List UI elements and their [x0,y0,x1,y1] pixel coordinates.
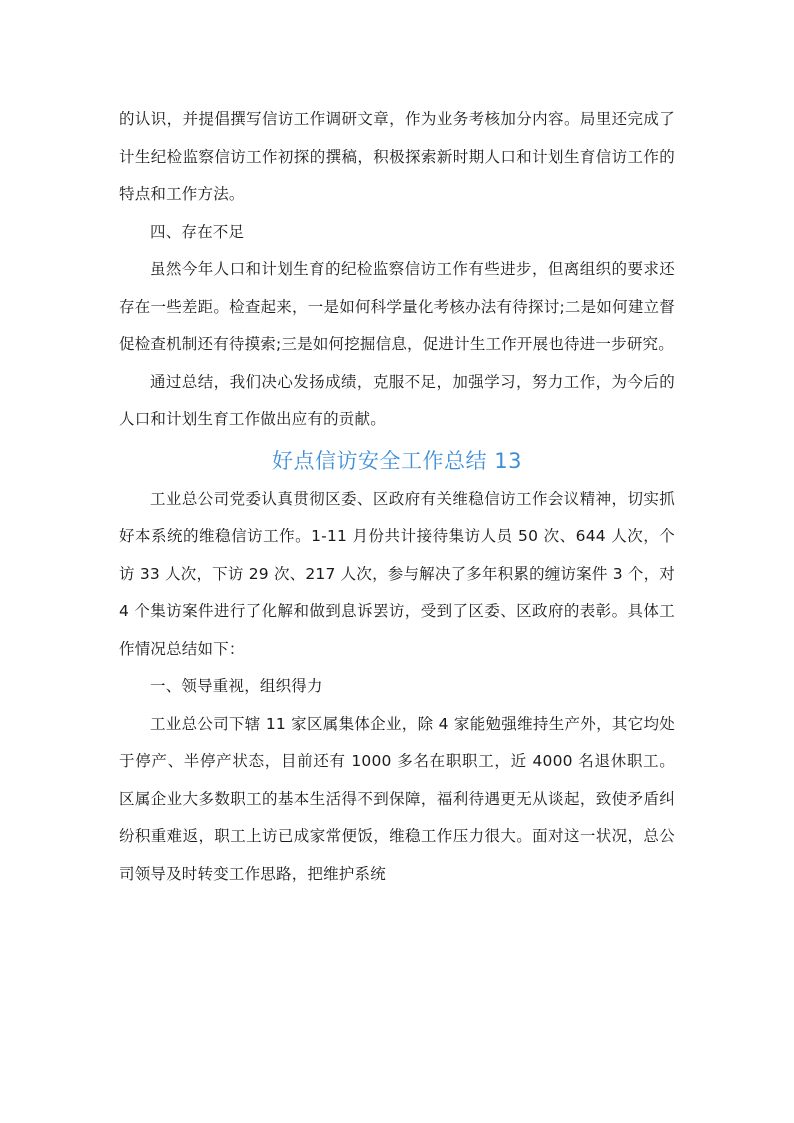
paragraph-continuation: 的认识，并提倡撰写信访工作调研文章，作为业务考核加分内容。局里还完成了计生纪检监察信访工作初探的撰稿，积极探索新时期人口和计划生育信访工作的特点和工作方法。 [119,110,675,203]
paragraph-shortcomings: 虽然今年人口和计划生育的纪检监察信访工作有些进步，但离组织的要求还存在一些差距。检查起来，一是如何科学量化考核办法有待探讨;二是如何建立督促检查机制还有待摸索;三是如何挖掘信息，促进计生工作开展也待进一步研究。 [119,260,675,353]
paragraph-intro: 工业总公司党委认真贯彻区委、区政府有关维稳信访工作会议精神，切实抓好本系统的维稳信访工作。1-11 月份共计接待集访人员 50 次、644 人次，个访 33 人次，下访 29 次、217 人次，参与解决了多年积累的缠访案件 3 个，对 4 个集访案件进行了化解和做到息诉罢访，受到了区委、区政府的表彰。具体工作情况总结如下： [119,489,675,658]
document-title: 好点信访安全工作总结 13 [272,448,522,473]
paragraph-leadership: 工业总公司下辖 11 家区属集体企业，除 4 家能勉强维持生产外，其它均处于停产、半停产状态，目前还有 1000 多名在职职工，近 4000 名退休职工。区属企业大多数职工的基本生活得不到保障，福利待遇更无从谈起，致使矛盾纠纷积重难返，职工上访已成家常便饭，维稳工作压力很大。面对这一状况，总公司领导及时转变工作思路，把维护系统 [119,714,675,883]
section-heading-leadership: 一、领导重视，组织得力 [150,677,323,695]
document-body [119,101,675,893]
paragraph-conclusion: 通过总结，我们决心发扬成绩，克服不足，加强学习，努力工作，为今后的人口和计划生育工作做出应有的贡献。 [119,372,675,428]
section-heading-shortcomings: 四、存在不足 [150,222,245,241]
